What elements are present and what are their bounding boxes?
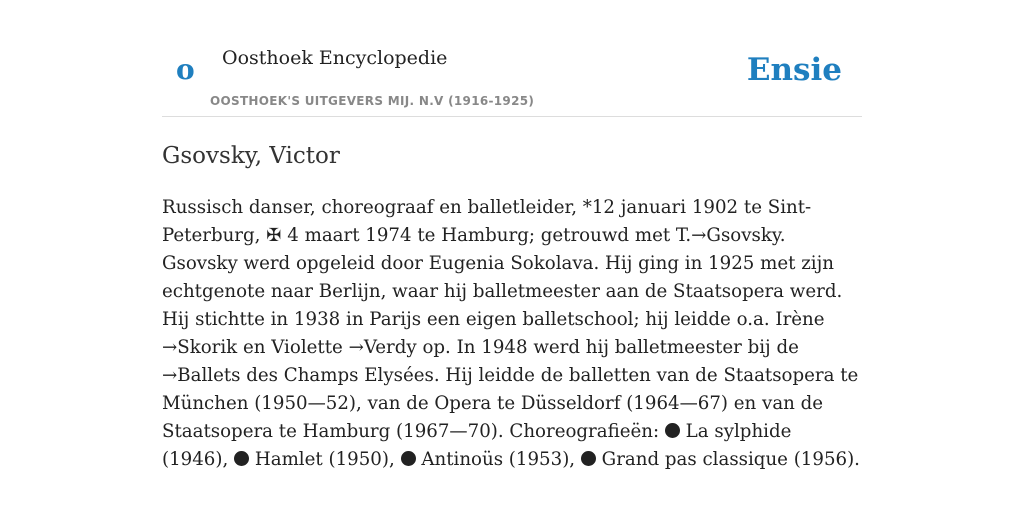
bullet-dot-icon xyxy=(234,451,249,466)
entry-body xyxy=(162,194,862,474)
entry-text: . Hij leidde de balletten van de Staatsopera te München (1950—52), van de Opera te Düsseldorf (1964—67) en van de Staatsopera te Hamburg (1967—70). Choreografieën: xyxy=(162,365,859,442)
entry-text: . Gsovsky werd opgeleid door Eugenia Sokolava. Hij ging in 1925 met zijn echtgenote naar Berlijn, waar hij balletmeester aan de Staatsopera werd. Hij stichtte in 1938 in Parijs een eigen balletschool; hij leidde o.a. Irène xyxy=(162,225,843,330)
site-logo[interactable]: o xyxy=(176,53,195,86)
site-header xyxy=(162,0,862,117)
crossref-link-gsovsky[interactable]: →Gsovsky xyxy=(691,225,780,246)
work-item: Hamlet (1950), xyxy=(254,449,395,470)
page-container xyxy=(162,0,862,474)
crossref-link-verdy[interactable]: →Verdy xyxy=(348,337,417,358)
work-item: Antinoüs (1953), xyxy=(421,449,576,470)
bullet-dot-icon xyxy=(581,451,596,466)
entry-title: Gsovsky, Victor xyxy=(162,143,340,169)
site-title[interactable]: Oosthoek Encyclopedie xyxy=(222,47,448,69)
entry-text: Russisch danser, choreograaf en balletleider, *12 januari 1902 te Sint-Peterburg, ✠ 4 maart 1974 te Hamburg; getrouwd met T. xyxy=(162,197,812,246)
publisher-subtitle: OOSTHOEK'S UITGEVERS MIJ. N.V (1916-1925) xyxy=(210,94,535,108)
entry-text: op. In 1948 werd hij balletmeester bij de xyxy=(416,337,799,358)
crossref-link-ballets-des-champs-elysees[interactable]: →Ballets des Champs Elysées xyxy=(162,365,434,386)
crossref-link-skorik[interactable]: →Skorik xyxy=(162,337,238,358)
work-item: La sylphide (1946), xyxy=(162,421,792,470)
entry-text: en Violette xyxy=(237,337,349,358)
work-item: Grand pas classique (1956). xyxy=(601,449,860,470)
bullet-dot-icon xyxy=(665,423,680,438)
bullet-dot-icon xyxy=(401,451,416,466)
ensie-brand-link[interactable]: Ensie xyxy=(746,52,842,88)
